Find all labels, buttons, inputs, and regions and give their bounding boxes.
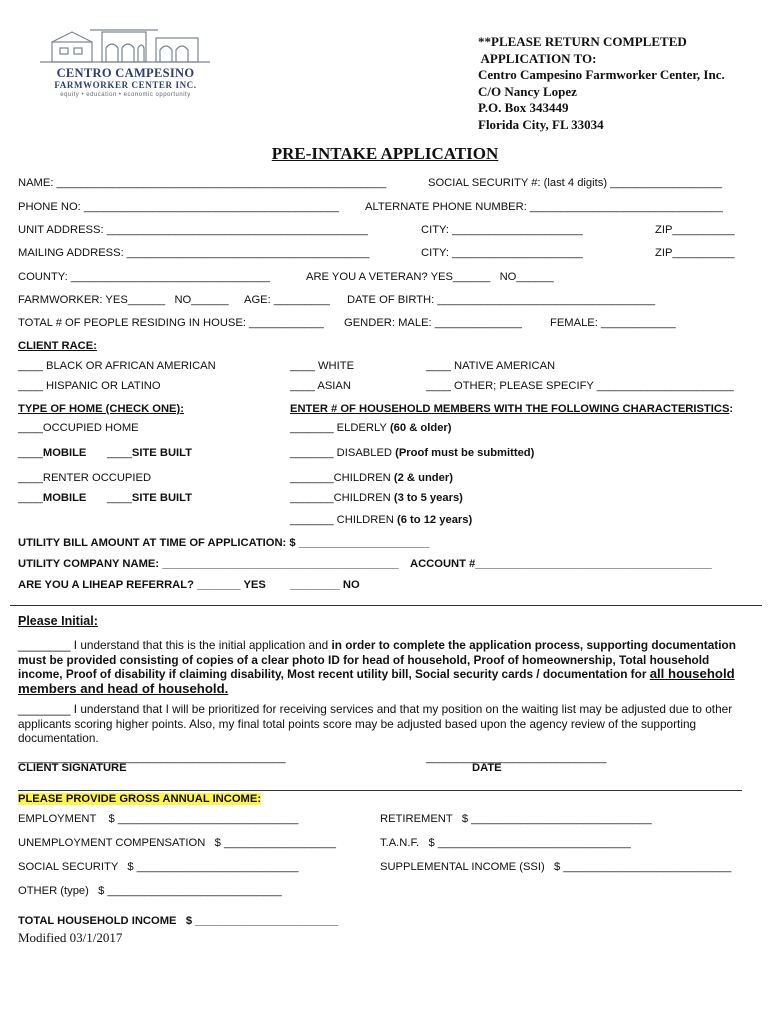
race-heading: CLIENT RACE: <box>18 340 97 352</box>
item-detail: (Proof must be submitted) <box>392 447 535 459</box>
home-site-built-option[interactable] <box>107 447 192 459</box>
item-label: ELDERLY <box>336 422 387 434</box>
ssi-income-field[interactable]: SUPPLEMENTAL INCOME (SSI) $ ___________________________ <box>380 861 732 873</box>
p1-emphasis-text: all household members and head of household. <box>18 666 735 696</box>
date-label: DATE <box>472 762 502 774</box>
liheap-no-field[interactable]: ________ NO <box>290 579 360 591</box>
household-children-6-12[interactable] <box>290 514 472 526</box>
option-label: MOBILE <box>42 447 87 459</box>
social-security-income-field[interactable]: SOCIAL SECURITY $ __________________________ <box>18 861 299 873</box>
page-title: PRE-INTAKE APPLICATION <box>271 144 499 163</box>
household-children-3-5[interactable] <box>290 492 463 504</box>
race-option-native[interactable]: ____ NATIVE AMERICAN <box>426 360 556 372</box>
return-line: APPLICATION TO: <box>478 50 597 66</box>
item-label: CHILDREN <box>333 472 391 484</box>
unit-city-field[interactable]: CITY: _____________________ <box>421 224 583 236</box>
home-mobile-option[interactable] <box>18 447 86 459</box>
total-people-field[interactable]: TOTAL # OF PEOPLE RESIDING IN HOUSE: ____________ <box>18 317 324 329</box>
retirement-income-field[interactable]: RETIREMENT $ _____________________________ <box>380 813 652 825</box>
initial-paragraph-1[interactable] <box>18 638 753 696</box>
county-field[interactable]: COUNTY: ________________________________ <box>18 271 270 283</box>
blank: ____ <box>107 447 132 459</box>
item-detail: (60 & older) <box>386 422 452 434</box>
household-disabled[interactable] <box>290 447 534 459</box>
total-household-income-field[interactable]: TOTAL HOUSEHOLD INCOME $ _______________________ <box>18 915 339 927</box>
section-divider <box>18 790 742 791</box>
income-heading <box>18 793 261 805</box>
unit-zip-field[interactable]: ZIP__________ <box>655 224 735 236</box>
race-option-other[interactable]: ____ OTHER; PLEASE SPECIFY ______________________ <box>426 380 734 392</box>
phone-field[interactable]: PHONE NO: _________________________________________ <box>18 201 339 213</box>
return-line: Florida City, FL 33034 <box>478 116 604 132</box>
employment-income-field[interactable]: EMPLOYMENT $ _____________________________ <box>18 813 299 825</box>
p1-plain-text: I understand that this is the initial application and <box>73 638 332 652</box>
household-heading-text: ENTER # OF HOUSEHOLD MEMBERS WITH THE FOLLOWING CHARACTERISTICS <box>290 403 730 415</box>
race-option-black[interactable]: ____ BLACK OR AFRICAN AMERICAN <box>18 360 216 372</box>
return-line: Centro Campesino Farmworker Center, Inc. <box>478 67 725 82</box>
household-heading-suffix: : <box>729 403 734 415</box>
household-children-2[interactable] <box>290 472 453 484</box>
gender-male-field[interactable]: GENDER: MALE: ______________ <box>344 317 522 329</box>
dob-field[interactable]: DATE OF BIRTH: ___________________________________ <box>347 294 656 306</box>
mailing-zip-field[interactable]: ZIP__________ <box>655 247 735 259</box>
household-heading <box>290 403 733 415</box>
farmworker-field[interactable]: FARMWORKER: YES______ NO______ <box>18 294 229 306</box>
unit-address-field[interactable]: UNIT ADDRESS: __________________________________________ <box>18 224 369 236</box>
blank: ____ <box>18 492 43 504</box>
utility-bill-field[interactable]: UTILITY BILL AMOUNT AT TIME OF APPLICATION: $ _____________________ <box>18 537 430 549</box>
account-number-field[interactable]: ACCOUNT #______________________________________ <box>410 558 712 570</box>
other-income-field[interactable]: OTHER (type) $ ____________________________ <box>18 885 282 897</box>
return-line: **PLEASE RETURN COMPLETED <box>478 34 687 49</box>
return-line: C/O Nancy Lopez <box>478 83 577 99</box>
item-detail: (6 to 12 years) <box>393 514 473 526</box>
unemployment-income-field[interactable]: UNEMPLOYMENT COMPENSATION $ __________________ <box>18 837 336 849</box>
option-label: SITE BUILT <box>131 447 192 459</box>
logo-name-line2: FARMWORKER CENTER INC. <box>54 80 197 90</box>
logo-name-line1: CENTRO CAMPESINO <box>56 66 195 80</box>
return-line: P.O. Box 343449 <box>478 100 569 115</box>
p1-bold-text: in order to complete the application process, supporting documentation must be provided consisting of copies of a clear photo ID for head of household, Proof of homeownership, Total household income, Proof of disability if claiming disability, Most recent utility bill, Social security cards / documentation for <box>18 638 736 681</box>
item-label: CHILDREN <box>336 514 394 526</box>
blank: _______ <box>290 422 337 434</box>
tanf-income-field[interactable]: T.A.N.F. $ _______________________________ <box>380 837 631 849</box>
alt-phone-field[interactable]: ALTERNATE PHONE NUMBER: _______________________________ <box>365 201 723 213</box>
mailing-city-field[interactable]: CITY: _____________________ <box>421 247 583 259</box>
gender-female-field[interactable]: FEMALE: ____________ <box>550 317 676 329</box>
blank: _______ <box>290 472 334 484</box>
income-heading-text: PLEASE PROVIDE GROSS ANNUAL INCOME: <box>18 793 262 805</box>
client-signature-label: CLIENT SIGNATURE <box>18 762 127 774</box>
option-label: MOBILE <box>42 492 87 504</box>
modified-date: Modified 03/1/2017 <box>18 930 123 945</box>
item-label: CHILDREN <box>333 492 391 504</box>
section-divider <box>10 605 762 606</box>
age-field[interactable]: AGE: _________ <box>244 294 330 306</box>
return-address <box>478 34 725 133</box>
home-renter-option[interactable]: ____RENTER OCCUPIED <box>18 472 152 484</box>
item-detail: (2 & under) <box>390 472 453 484</box>
renter-site-built-option[interactable] <box>107 492 192 504</box>
blank: _______ <box>290 514 337 526</box>
home-occupied-option[interactable]: ____OCCUPIED HOME <box>18 422 139 434</box>
home-type-heading: TYPE OF HOME (CHECK ONE): <box>18 403 184 415</box>
race-option-white[interactable]: ____ WHITE <box>290 360 355 372</box>
logo-tagline: equity • education • economic opportunity <box>60 92 191 98</box>
option-label: SITE BUILT <box>131 492 192 504</box>
blank: _______ <box>290 492 334 504</box>
item-detail: (3 to 5 years) <box>390 492 463 504</box>
blank: _______ <box>290 447 337 459</box>
race-option-asian[interactable]: ____ ASIAN <box>290 380 351 392</box>
blank: ____ <box>18 447 43 459</box>
household-elderly[interactable] <box>290 422 452 434</box>
initial-blank: ________ <box>18 638 74 652</box>
ssn-field[interactable]: SOCIAL SECURITY #: (last 4 digits) __________________ <box>428 177 723 189</box>
utility-company-field[interactable]: UTILITY COMPANY NAME: ______________________________________ <box>18 558 399 570</box>
race-option-hispanic[interactable]: ____ HISPANIC OR LATINO <box>18 380 161 392</box>
blank: ____ <box>107 492 132 504</box>
mailing-address-field[interactable]: MAILING ADDRESS: _______________________________________ <box>18 247 370 259</box>
date-line[interactable]: _____________________________ <box>426 752 607 764</box>
initial-paragraph-2[interactable]: ________ I understand that I will be prioritized for receiving services and that my position on the waiting list may be adjusted due to other applicants scoring higher points. Also, my final total points score may be adjusted based upon the agency review of the supporting documentation. <box>18 702 733 745</box>
veteran-field[interactable]: ARE YOU A VETERAN? YES______ NO______ <box>306 271 554 283</box>
name-field[interactable]: NAME: _____________________________________________________ <box>18 177 387 189</box>
renter-mobile-option[interactable] <box>18 492 86 504</box>
signature-line[interactable]: ___________________________________________ <box>18 752 286 764</box>
logo-name <box>38 67 213 91</box>
item-label: DISABLED <box>336 447 393 459</box>
liheap-yes-field[interactable]: ARE YOU A LIHEAP REFERRAL? _______ YES <box>18 579 266 591</box>
initial-heading: Please Initial: <box>18 614 98 628</box>
